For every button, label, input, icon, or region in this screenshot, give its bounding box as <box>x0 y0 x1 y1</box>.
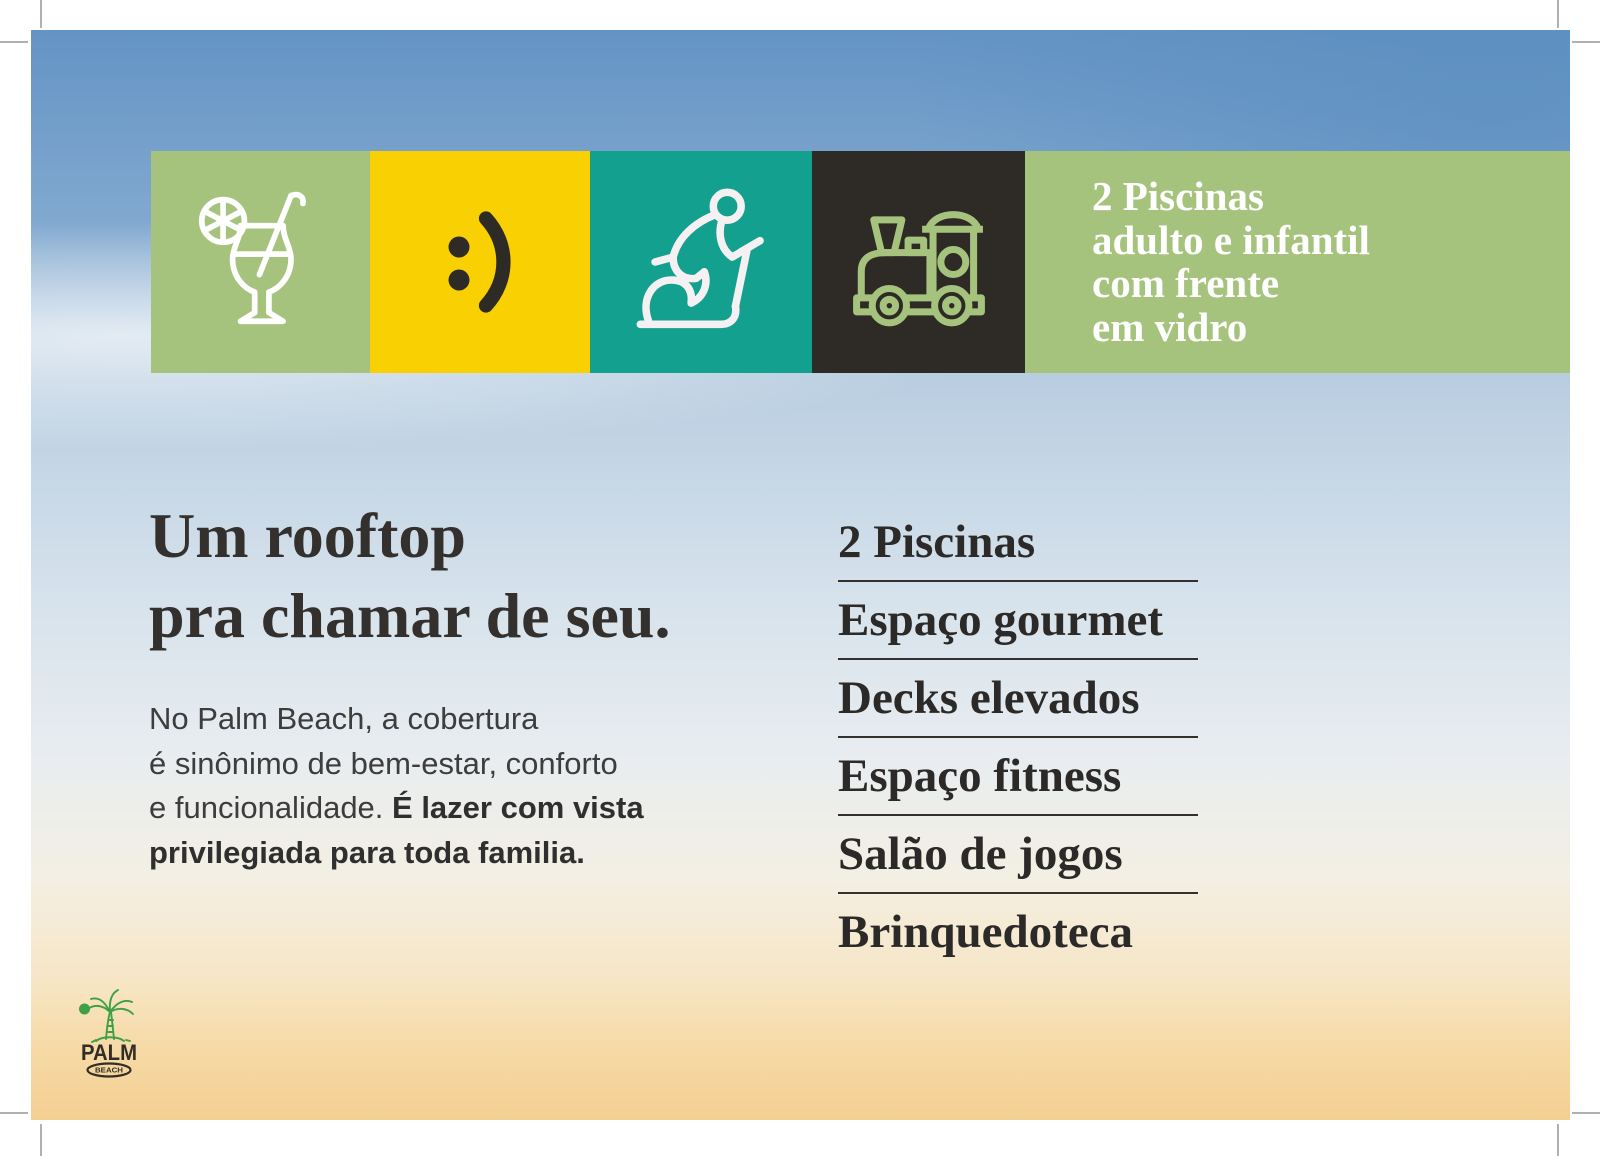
paragraph-line: é sinônimo de bem-estar, conforto <box>149 745 618 781</box>
crop-mark <box>40 0 42 28</box>
crop-mark <box>40 1124 42 1156</box>
crop-mark <box>0 1112 28 1114</box>
crop-mark <box>0 41 28 43</box>
amenity-item: Espaço gourmet <box>838 582 1198 660</box>
cocktail-tile <box>151 151 370 373</box>
highlight-line: em vidro <box>1092 303 1248 350</box>
cocktail-icon <box>182 178 340 346</box>
logo-wordmark: PALM <box>81 1040 137 1065</box>
highlight-line: com frente <box>1092 260 1280 306</box>
smiley-tile <box>370 151 590 373</box>
amenity-item: Decks elevados <box>838 660 1198 738</box>
toy-train-icon <box>841 184 997 340</box>
highlight-tile <box>1025 151 1570 373</box>
crop-mark <box>1572 41 1600 43</box>
page-title <box>149 496 670 656</box>
crop-mark <box>1572 1112 1600 1114</box>
page-title-line: Um rooftop <box>149 500 466 571</box>
crop-mark <box>1557 0 1559 28</box>
amenity-item: Brinquedoteca <box>838 906 1134 958</box>
flyer-artwork <box>31 30 1570 1120</box>
amenity-item: Espaço fitness <box>838 738 1198 816</box>
crop-mark <box>1557 1124 1559 1156</box>
amenities-list <box>838 504 1198 972</box>
smiley-icon <box>405 178 555 346</box>
exercise-bike-tile <box>590 151 812 373</box>
amenity-item: 2 Piscinas <box>838 504 1198 582</box>
palm-tree-icon <box>76 982 142 1078</box>
highlight-line: adulto e infantil <box>1092 216 1370 263</box>
exercise-bike-icon <box>619 178 783 346</box>
paragraph-line: e funcionalidade. É lazer com vista <box>149 790 644 825</box>
palm-beach-logo <box>76 982 142 1078</box>
highlight-line: 2 Piscinas <box>1092 173 1264 219</box>
toy-train-tile <box>812 151 1025 373</box>
page-title-line: pra chamar de seu. <box>149 580 671 651</box>
paragraph-line: privilegiada para toda familia. <box>149 834 585 870</box>
intro-paragraph <box>149 697 644 875</box>
amenity-item: Salão de jogos <box>838 816 1198 894</box>
paragraph-line: No Palm Beach, a cobertura <box>149 701 539 736</box>
logo-sub-wordmark: BEACH <box>95 1067 123 1075</box>
amenities-banner <box>151 151 1570 373</box>
